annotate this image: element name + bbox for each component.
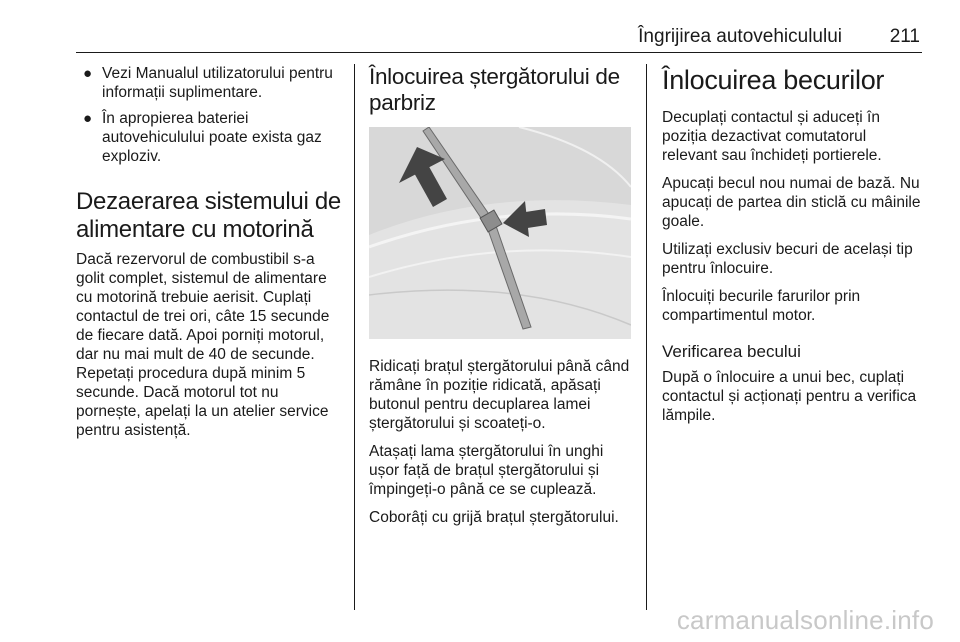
watermark: carmanualsonline.info xyxy=(676,605,934,635)
paragraph: Coborâți cu grijă brațul ștergătorului. xyxy=(369,509,619,526)
bullet-icon: ● xyxy=(83,110,93,127)
paragraph: Apucați becul nou numai de bază. Nu apucați de partea din sticlă cu mâinile goale. xyxy=(662,175,921,230)
wiper-illustration xyxy=(369,127,631,339)
section-heading: Dezaerarea sistemului de alimentare cu motorină xyxy=(76,188,341,243)
paragraph: Utilizați exclusiv becuri de același tip pentru înlocuire. xyxy=(662,241,913,277)
bullet-icon: ● xyxy=(83,65,93,82)
bullet-list xyxy=(76,64,344,166)
paragraph: Înlocuiți becurile farurilor prin compartimentul motor. xyxy=(662,288,861,324)
paragraph: Dacă rezervorul de combustibil s-a golit complet, sistemul de alimentare cu motorină trebuie aerisit. Cuplați contactul de trei ori, câte 15 secunde de fiecare dată. Apoi porniți motorul, dar nu mai mult de 40 de secunde. Repetați procedura după minim 5 secunde. Dacă motorul tot nu pornește, apelați la un atelier service pentru asistență. xyxy=(76,251,330,439)
bullet-text: În apropierea bateriei autovehiculului poate exista gaz exploziv. xyxy=(102,110,322,165)
column-middle xyxy=(369,64,633,536)
bullet-item xyxy=(76,64,344,102)
subsection-heading: Verificarea becului xyxy=(662,342,801,361)
wiper-drawing xyxy=(369,127,631,339)
section-heading: Înlocuirea becurilor xyxy=(662,65,885,95)
paragraph: Atașați lama ștergătorului în unghi ușor față de brațul ștergătorului și împingeți-o până ce se cuplează. xyxy=(369,443,604,498)
header-title: Îngrijirea autovehiculului xyxy=(638,26,842,47)
page-number: 211 xyxy=(889,26,920,47)
column-divider xyxy=(354,64,355,610)
paragraph: Ridicați brațul ștergătorului până când rămâne în poziție ridicată, apăsați butonul pentru decuplarea lamei ștergătorului și scoateți-o. xyxy=(369,358,630,432)
section-heading: Înlocuirea ștergătorului de parbriz xyxy=(369,64,620,115)
page-header xyxy=(76,26,922,53)
column-right xyxy=(662,64,924,434)
bullet-text: Vezi Manualul utilizatorului pentru informații suplimentare. xyxy=(102,65,333,101)
paragraph: Decuplați contactul și aduceți în poziția dezactivat comutatorul relevant sau închideți portierele. xyxy=(662,109,882,164)
paragraph: După o înlocuire a unui bec, cuplați contactul și acționați pentru a verifica lămpile. xyxy=(662,369,917,424)
bullet-item xyxy=(76,109,344,166)
column-left xyxy=(76,64,344,449)
column-divider xyxy=(646,64,647,610)
